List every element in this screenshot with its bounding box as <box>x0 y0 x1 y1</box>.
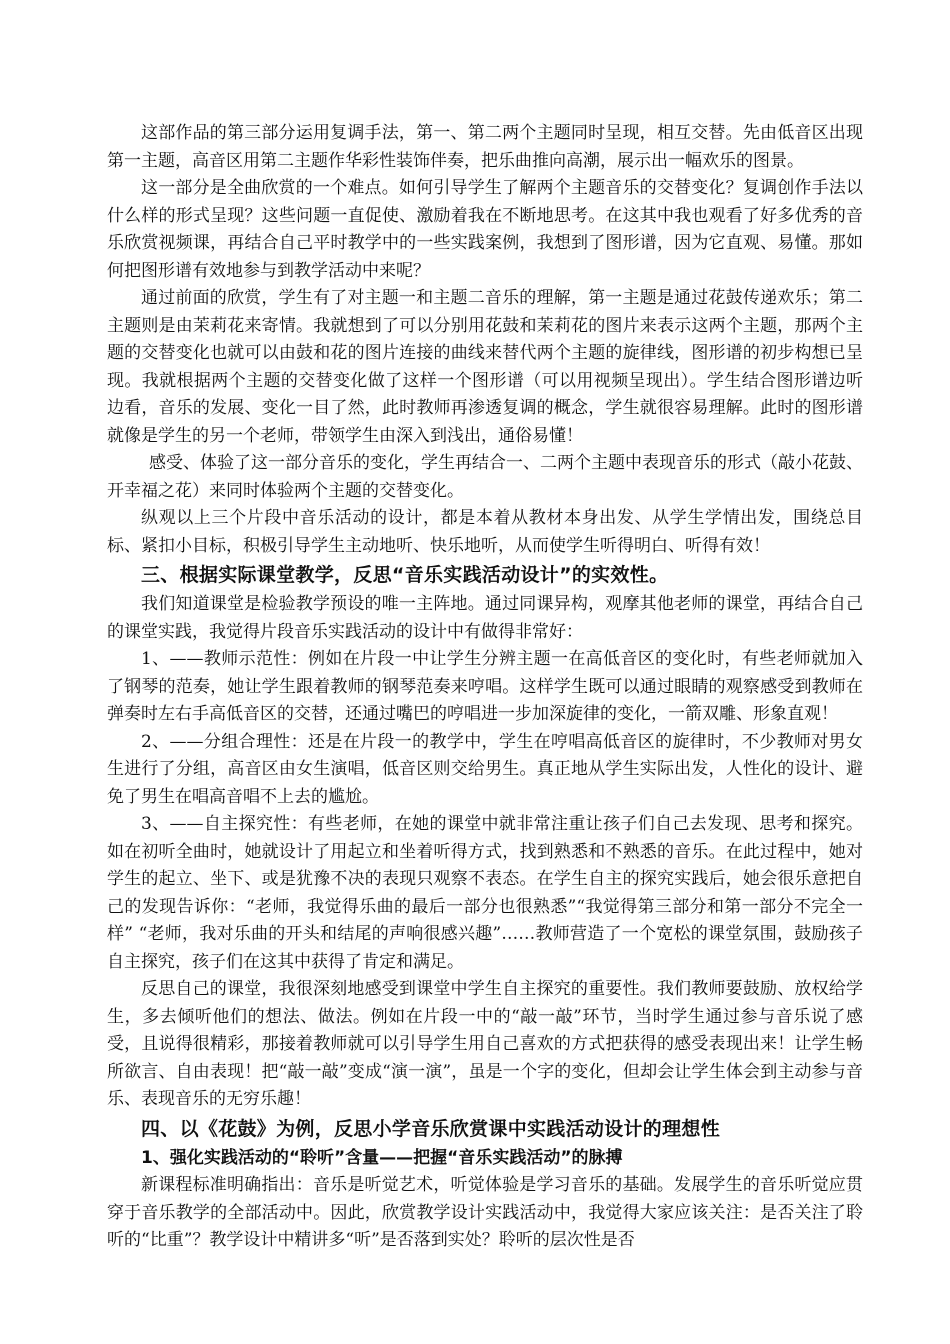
paragraph-point-2: 2、——分组合理性：还是在片段一的教学中，学生在哼唱高低音区的旋律时，不少教师对男女生进行了分组，高音区由女生演唱，低音区则交给男生。真正地从学生实际出发，人性化的设计、避免了男生在唱高音唱不上去的尴尬。 <box>107 731 863 807</box>
paragraph-curriculum: 新课程标准明确指出：音乐是听觉艺术，听觉体验是学习音乐的基础。发展学生的音乐听觉应贯穿于音乐教学的全部活动中。因此，欣赏教学设计实践活动中，我觉得大家应该关注：是否关注了聆听的“比重”？教学设计中精讲多“听”是否落到实处？聆听的层次性是否 <box>107 1175 863 1250</box>
paragraph-difficulty: 这一部分是全曲欣赏的一个难点。如何引导学生了解两个主题音乐的交替变化？复调创作手法以什么样的形式呈现？这些问题一直促使、激励着我在不断地思考。在这其中我也观看了好多优秀的音乐欣赏视频课，再结合自己平时教学中的一些实践案例，我想到了图形谱，因为它直观、易懂。那如何把图形谱有效地参与到教学活动中来呢？ <box>107 178 863 281</box>
paragraph-classroom: 我们知道课堂是检验教学预设的唯一主阵地。通过同课异构，观摩其他老师的课堂，再结合自己的课堂实践，我觉得片段音乐实践活动的设计中有做得非常好： <box>107 594 863 642</box>
paragraph-reflection: 反思自己的课堂，我很深刻地感受到课堂中学生自主探究的重要性。我们教师要鼓励、放权给学生，多去倾听他们的想法、做法。例如在片段一中的“敲一敲”环节，当时学生通过参与音乐说了感受，且说得很精彩，那接着教师就可以引导学生用自己喜欢的方式把获得的感受表现出来！让学生畅所欲言、自由表现！把“敲一敲”变成“演一演”，虽是一个字的变化，但却会让学生体会到主动参与音乐、表现音乐的无穷乐趣！ <box>107 979 863 1109</box>
document-body <box>107 120 863 1255</box>
paragraph-point-3: 3、——自主探究性：有些老师，在她的课堂中就非常注重让孩子们自己去发现、思考和探究。如在初听全曲时，她就设计了用起立和坐着听得方式，找到熟悉和不熟悉的音乐。在此过程中，她对学生的起立、坐下、或是犹豫不决的表现只观察不表态。在学生自主的探究实践后，她会很乐意把自己的发现告诉你：“老师，我觉得乐曲的最后一部分也很熟悉”“我觉得第三部分和第一部分不完全一样” “老师，我对乐曲的开头和结尾的声响很感兴趣”……教师营造了一个宽松的课堂氛围，鼓励孩子自主探究，孩子们在这其中获得了肯定和满足。 <box>107 814 863 972</box>
subsection-heading-1: 1、强化实践活动的“聆听”含量——把握“音乐实践活动”的脉搏 <box>141 1147 623 1168</box>
paragraph-experience: 感受、体验了这一部分音乐的变化，学生再结合一、二两个主题中表现音乐的形式（敲小花鼓、开幸福之花）来同时体验两个主题的交替变化。 <box>107 453 863 501</box>
paragraph-point-1: 1、——教师示范性：例如在片段一中让学生分辨主题一在高低音区的变化时，有些老师就加入了钢琴的范奏，她让学生跟着教师的钢琴范奏来哼唱。这样学生既可以通过眼睛的观察感受到教师在弹奏时左右手高低音区的交替，还通过嘴巴的哼唱进一步加深旋律的变化，一箭双雕、形象直观！ <box>107 649 863 724</box>
section-heading-four: 四、以《花鼓》为例，反思小学音乐欣赏课中实践活动设计的理想性 <box>141 1117 721 1140</box>
paragraph-third-part: 这部作品的第三部分运用复调手法，第一、第二两个主题同时呈现，相互交替。先由低音区出现第一主题，高音区用第二主题作华彩性装饰伴奏，把乐曲推向高潮，展示出一幅欢乐的图景。 <box>107 123 863 171</box>
paragraph-graphic-score: 通过前面的欣赏，学生有了对主题一和主题二音乐的理解，第一主题是通过花鼓传递欢乐；第二主题则是由茉莉花来寄情。我就想到了可以分别用花鼓和茉莉花的图片来表示这两个主题，那两个主题的交替变化也就可以由鼓和花的图片连接的曲线来替代两个主题的旋律线，图形谱的初步构想已呈现。我就根据两个主题的交替变化做了这样一个图形谱（可以用视频呈现出）。学生结合图形谱边听边看，音乐的发展、变化一目了然，此时教师再渗透复调的概念，学生就很容易理解。此时的图形谱就像是学生的另一个老师，带领学生由深入到浅出，通俗易懂！ <box>107 288 863 446</box>
section-heading-three: 三、根据实际课堂教学，反思“音乐实践活动设计”的实效性。 <box>141 564 669 586</box>
paragraph-summary: 纵观以上三个片段中音乐活动的设计，都是本着从教材本身出发、从学生学情出发，围绕总目标、紧扣小目标，积极引导学生主动地听、快乐地听，从而使学生听得明白、听得有效！ <box>107 508 863 556</box>
